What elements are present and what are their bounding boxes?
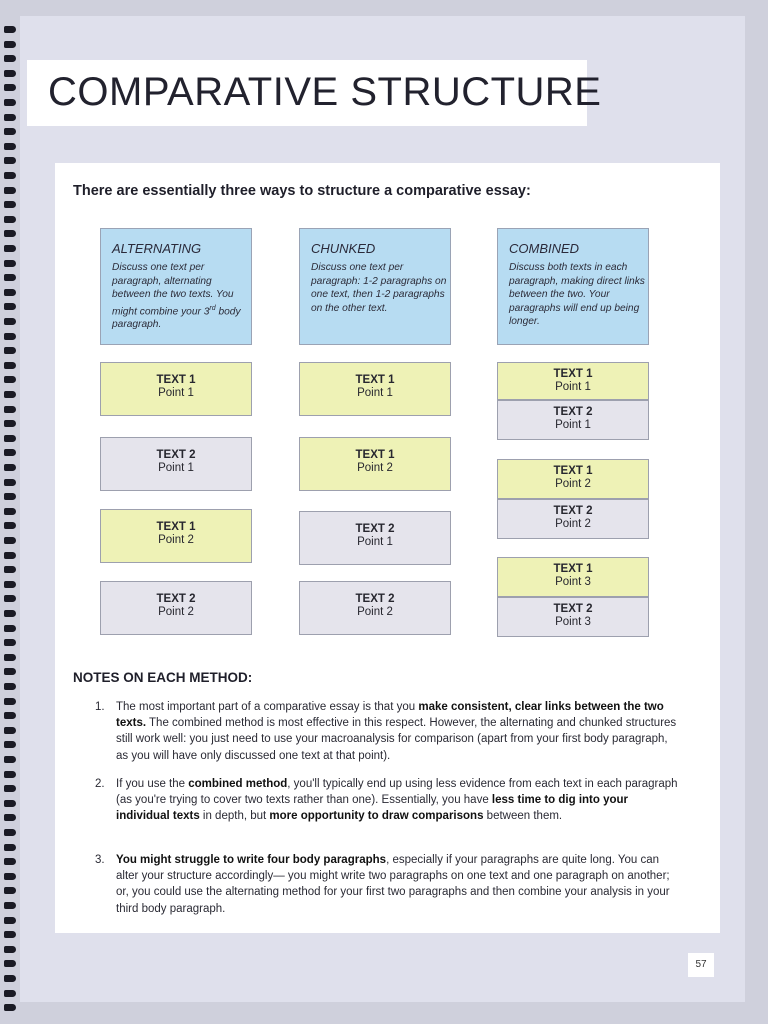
binding-hole — [4, 990, 16, 997]
intro-heading: There are essentially three ways to structure a comparative essay: — [73, 183, 531, 199]
method-box-alternating — [100, 228, 252, 345]
binding-hole — [4, 741, 16, 748]
paragraph-block: TEXT 1 Point 1 — [299, 362, 451, 416]
binding-hole — [4, 318, 16, 325]
paragraph-block: TEXT 1 Point 3 — [497, 557, 649, 597]
paragraph-block: TEXT 1 Point 2 — [100, 509, 252, 563]
paragraph-block: TEXT 2 Point 1 — [100, 437, 252, 491]
binding-hole — [4, 975, 16, 982]
binding-hole — [4, 785, 16, 792]
binding-hole — [4, 917, 16, 924]
paragraph-block: TEXT 2 Point 2 — [497, 499, 649, 539]
binding-hole — [4, 362, 16, 369]
binding-hole — [4, 698, 16, 705]
paragraph-block: TEXT 2 Point 1 — [299, 511, 451, 565]
binding-hole — [4, 508, 16, 515]
notes-heading: NOTES ON EACH METHOD: — [73, 670, 253, 685]
binding-hole — [4, 216, 16, 223]
paragraph-block: TEXT 1 Point 1 — [497, 362, 649, 400]
paragraph-block: TEXT 1 Point 2 — [497, 459, 649, 499]
paragraph-block: TEXT 1 Point 2 — [299, 437, 451, 491]
binding-hole — [4, 333, 16, 340]
binding-hole — [4, 289, 16, 296]
binding-hole — [4, 435, 16, 442]
binding-hole — [4, 479, 16, 486]
method-title: CHUNKED — [311, 241, 376, 256]
spiral-binding — [0, 0, 18, 1024]
paragraph-block: TEXT 2 Point 1 — [497, 400, 649, 440]
binding-hole — [4, 931, 16, 938]
binding-hole — [4, 143, 16, 150]
binding-hole — [4, 858, 16, 865]
binding-hole — [4, 654, 16, 661]
binding-hole — [4, 201, 16, 208]
binding-hole — [4, 610, 16, 617]
binding-hole — [4, 537, 16, 544]
binding-hole — [4, 157, 16, 164]
binding-hole — [4, 800, 16, 807]
binding-hole — [4, 829, 16, 836]
binding-hole — [4, 406, 16, 413]
method-description: Discuss one text per paragraph: 1-2 paragraphs on one text, then 1-2 paragraphs on the other text. — [311, 262, 447, 314]
binding-hole — [4, 668, 16, 675]
method-box-combined — [497, 228, 649, 345]
binding-hole — [4, 756, 16, 763]
note-item: 3. You might struggle to write four body paragraphs, especially if your paragraphs are quite long. You can alter your structure accordingly— you might write two paragraphs on one text and one paragraph on another; or, you could use the alternating method for your first two paragraphs and then combine your analysis in your third body paragraph. — [95, 852, 680, 917]
method-title: ALTERNATING — [112, 241, 202, 256]
paragraph-block: TEXT 1 Point 1 — [100, 362, 252, 416]
binding-hole — [4, 84, 16, 91]
binding-hole — [4, 114, 16, 121]
binding-hole — [4, 99, 16, 106]
binding-hole — [4, 1004, 16, 1011]
paragraph-block: TEXT 2 Point 2 — [100, 581, 252, 635]
binding-hole — [4, 41, 16, 48]
binding-hole — [4, 552, 16, 559]
binding-hole — [4, 844, 16, 851]
page-title: COMPARATIVE STRUCTURE — [48, 70, 602, 114]
binding-hole — [4, 873, 16, 880]
binding-hole — [4, 70, 16, 77]
binding-hole — [4, 493, 16, 500]
binding-hole — [4, 391, 16, 398]
binding-hole — [4, 26, 16, 33]
binding-hole — [4, 814, 16, 821]
binding-hole — [4, 172, 16, 179]
binding-hole — [4, 771, 16, 778]
binding-hole — [4, 566, 16, 573]
paragraph-block: TEXT 2 Point 2 — [299, 581, 451, 635]
paragraph-block: TEXT 2 Point 3 — [497, 597, 649, 637]
binding-hole — [4, 887, 16, 894]
note-text: The most important part of a comparative essay is that you make consistent, clear links between the two texts. The combined method is most effective in this respect. However, the alternating and chunked structures still work well: you just need to use your macroanalysis for comparison (apart from your first body paragraph, as you will have only discussed one text at that point). — [116, 701, 677, 762]
binding-hole — [4, 449, 16, 456]
method-title: COMBINED — [509, 241, 580, 256]
binding-hole — [4, 625, 16, 632]
binding-hole — [4, 376, 16, 383]
binding-hole — [4, 274, 16, 281]
binding-hole — [4, 464, 16, 471]
note-text: If you use the combined method, you'll typically end up using less evidence from each text in each paragraph (as you're trying to cover two texts rather than one). Essentially, you have less time to dig into your individual texts in depth, but more opportunity to draw comparisons between them. — [116, 778, 678, 823]
method-box-chunked — [299, 228, 451, 345]
binding-hole — [4, 420, 16, 427]
binding-hole — [4, 55, 16, 62]
binding-hole — [4, 245, 16, 252]
note-text: You might struggle to write four body paragraphs, especially if your paragraphs are quite long. You can alter your structure accordingly— you might write two paragraphs on one text and one paragraph on another; or, you could use the alternating method for your first two paragraphs and then combine your analysis in your third body paragraph. — [116, 854, 670, 915]
binding-hole — [4, 187, 16, 194]
note-item: 1. The most important part of a comparative essay is that you make consistent, clear links between the two texts. The combined method is most effective in this respect. However, the alternating and chunked structures still work well: you just need to use your macroanalysis for comparison (apart from your first body paragraph, as you will have only discussed one text at that point). — [95, 699, 680, 764]
binding-hole — [4, 522, 16, 529]
binding-hole — [4, 639, 16, 646]
binding-hole — [4, 727, 16, 734]
binding-hole — [4, 946, 16, 953]
binding-hole — [4, 960, 16, 967]
binding-hole — [4, 683, 16, 690]
binding-hole — [4, 230, 16, 237]
binding-hole — [4, 260, 16, 267]
binding-hole — [4, 712, 16, 719]
binding-hole — [4, 303, 16, 310]
binding-hole — [4, 347, 16, 354]
note-item: 2. If you use the combined method, you'll typically end up using less evidence from each text in each paragraph (as you're trying to cover two texts rather than one). Essentially, you have less time to dig into your individual texts in depth, but more opportunity to draw comparisons between them. — [95, 776, 680, 825]
binding-hole — [4, 581, 16, 588]
page-number: 57 — [688, 953, 714, 977]
binding-hole — [4, 595, 16, 602]
binding-hole — [4, 128, 16, 135]
method-description: Discuss one text per paragraph, alternating between the two texts. You might combine your 3rd body paragraph. — [112, 262, 241, 331]
method-description: Discuss both texts in each paragraph, making direct links between the two. Your paragraphs will end up being longer. — [509, 262, 645, 327]
binding-hole — [4, 902, 16, 909]
